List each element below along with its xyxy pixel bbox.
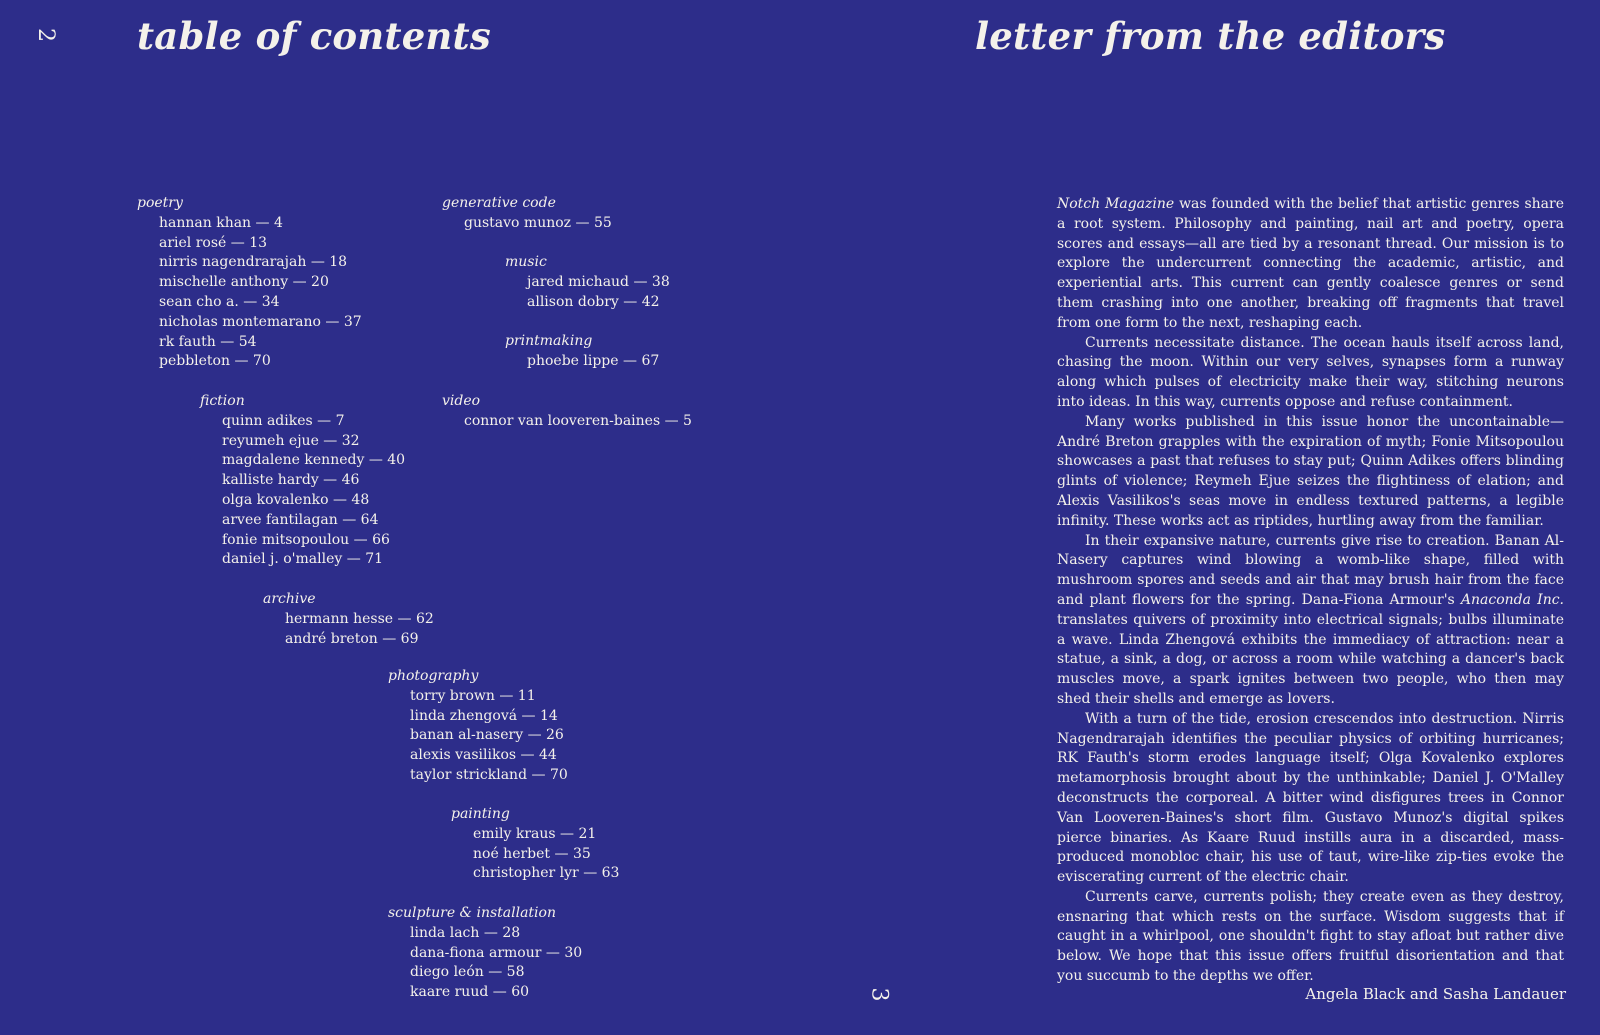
toc-entry: nirris nagendrarajah — 18 — [159, 254, 348, 271]
letter-paragraph-4: In their expansive nature, currents give rise to creation. Banan Al-Nasery captures wind blowing a womb-like shape, filled with mushroom spores and seeds and air that may brush hair from the face and plant flowers for the spring. Dana-Fiona Armour's Anaconda Inc. translates quivers of proximity into electrical signals; bulbs illuminate a wave. Linda Zhengová exhibits the immediacy of attraction: near a statue, a sink, a dog, or across a room while watching a dancer's back muscles move, a spark ignites between two people, who then may shed their shells and emerge as lovers. — [1057, 532, 1565, 707]
toc-section-fiction — [200, 392, 405, 570]
editors-letter — [1057, 195, 1564, 987]
page-number-left: 2 — [33, 28, 58, 42]
letter-paragraph-3: Many works published in this issue honor the uncontainable—André Breton grapples with the expiration of myth; Fonie Mitsopoulou showcases a past that refuses to stay put; Quinn Adikes offers blinding glints of violence; Reymeh Ejue seizes the flightiness of elation; and Alexis Vasilikos's seas move in endless textured patterns, a legible infinity. These works act as riptides, hurtling away from the familiar. — [1057, 413, 1564, 529]
toc-section-photography — [388, 667, 568, 786]
toc-section-painting — [451, 805, 619, 884]
toc-section-poetry — [137, 194, 362, 372]
toc-entry: linda zhengová — 14 — [410, 707, 558, 724]
toc-entry: fonie mitsopoulou — 66 — [222, 531, 390, 548]
toc-section-title: printmaking — [505, 333, 593, 349]
toc-entry: kaare ruud — 60 — [410, 984, 530, 1001]
toc-section-sculpture — [388, 904, 582, 1003]
toc-entry: magdalene kennedy — 40 — [222, 452, 406, 469]
toc-entry: linda lach — 28 — [410, 924, 521, 941]
toc-section-archive — [263, 590, 434, 649]
toc-section-title: sculpture & installation — [388, 905, 556, 921]
toc-section-music — [505, 253, 670, 312]
letter-paragraph-5: With a turn of the tide, erosion crescendos into destruction. Nirris Nagendrarajah identifies the peculiar physics of orbiting hurricanes; RK Fauth's storm erodes language itself; Olga Kovalenko explores metamorphosis brought about by the unthinkable; Daniel J. O'Malley deconstructs the corporeal. A bitter wind disfigures trees in Connor Van Looveren-Baines's short film. Gustavo Munoz's digital spikes pierce binaries. As Kaare Ruud instills aura in a discarded, mass-produced monobloc chair, his use of taut, wire-like zip-ties evoke the eviscerating current of the electric chair. — [1057, 710, 1564, 886]
toc-entry: gustavo munoz — 55 — [464, 214, 612, 231]
toc-entry: ariel rosé — 13 — [159, 234, 268, 251]
toc-entry: taylor strickland — 70 — [410, 766, 568, 783]
toc-section-video — [442, 392, 692, 432]
toc-section-title: poetry — [137, 195, 183, 211]
magazine-name: Notch Magazine — [1057, 196, 1175, 212]
toc-section-title: painting — [451, 806, 510, 822]
letter-paragraph-2: Currents necessitate distance. The ocean hauls itself across land, chasing the moon. Within our very selves, synapses form a runway along which pulses of electricity make their way, stitching neurons into ideas. In this way, currents oppose and refuse containment. — [1057, 334, 1564, 410]
toc-entry: reyumeh ejue — 32 — [222, 432, 360, 449]
toc-entry: pebbleton — 70 — [159, 353, 271, 370]
toc-entry: kalliste hardy — 46 — [222, 472, 360, 489]
toc-section-printmaking — [505, 332, 659, 372]
toc-entry: sean cho a. — 34 — [159, 293, 280, 310]
toc-entry: emily kraus — 21 — [473, 825, 597, 842]
toc-section-title: fiction — [200, 393, 245, 409]
page-number-right: 3 — [866, 987, 892, 1002]
toc-entry: olga kovalenko — 48 — [222, 491, 370, 508]
toc-entry: arvee fantilagan — 64 — [222, 511, 379, 528]
toc-entry: allison dobry — 42 — [527, 293, 660, 310]
work-title: Anaconda Inc. — [1460, 591, 1565, 608]
toc-heading: table of contents — [137, 14, 491, 58]
toc-entry: phoebe lippe — 67 — [527, 352, 660, 369]
toc-entry: daniel j. o'malley — 71 — [222, 551, 384, 568]
toc-entry: torry brown — 11 — [410, 687, 536, 704]
toc-section-title: photography — [388, 668, 479, 684]
toc-entry: hermann hesse — 62 — [285, 610, 434, 627]
toc-entry: andré breton — 69 — [285, 630, 419, 647]
toc-section-generative-code — [442, 194, 612, 234]
toc-section-title: video — [442, 393, 481, 409]
toc-entry: hannan khan — 4 — [159, 214, 283, 231]
toc-entry: christopher lyr — 63 — [473, 865, 620, 882]
toc-entry: quinn adikes — 7 — [222, 412, 345, 429]
toc-entry: banan al-nasery — 26 — [410, 727, 564, 744]
toc-entry: jared michaud — 38 — [527, 273, 670, 290]
toc-entry: alexis vasilikos — 44 — [410, 747, 557, 764]
toc-entry: diego león — 58 — [410, 964, 525, 981]
toc-entry: connor van looveren-baines — 5 — [464, 412, 692, 429]
editors-signature: Angela Black and Sasha Landauer — [1305, 985, 1566, 1003]
letter-paragraph-6: Currents carve, currents polish; they create even as they destroy, ensnaring that which rests on the surface. Wisdom suggests that if caught in a whirlpool, one shouldn't fight to stay afloat but rather dive below. We hope that this issue offers fruitful disorientation and that you succumb to the depths we offer. — [1057, 888, 1564, 985]
toc-section-title: archive — [263, 591, 316, 607]
letter-heading: letter from the editors — [975, 14, 1446, 58]
toc-entry: noé herbet — 35 — [473, 845, 591, 862]
letter-paragraph-1: Notch Magazine was founded with the belief that artistic genres share a root system. Philosophy and painting, nail art and poetry, opera scores and essays—all are tied by a resonant thread. Our mission is to explore the undercurrent connecting the academic, artistic, and experiential arts. This current can gently coalesce genres or send them crashing into one another, breaking off fragments that travel from one form to the next, reshaping each. — [1057, 196, 1564, 331]
toc-section-title: generative code — [442, 195, 556, 211]
toc-section-title: music — [505, 254, 547, 270]
toc-entry: dana-fiona armour — 30 — [410, 944, 583, 961]
toc-entry: nicholas montemarano — 37 — [159, 313, 362, 330]
toc-entry: rk fauth — 54 — [159, 333, 257, 350]
toc-entry: mischelle anthony — 20 — [159, 274, 329, 291]
